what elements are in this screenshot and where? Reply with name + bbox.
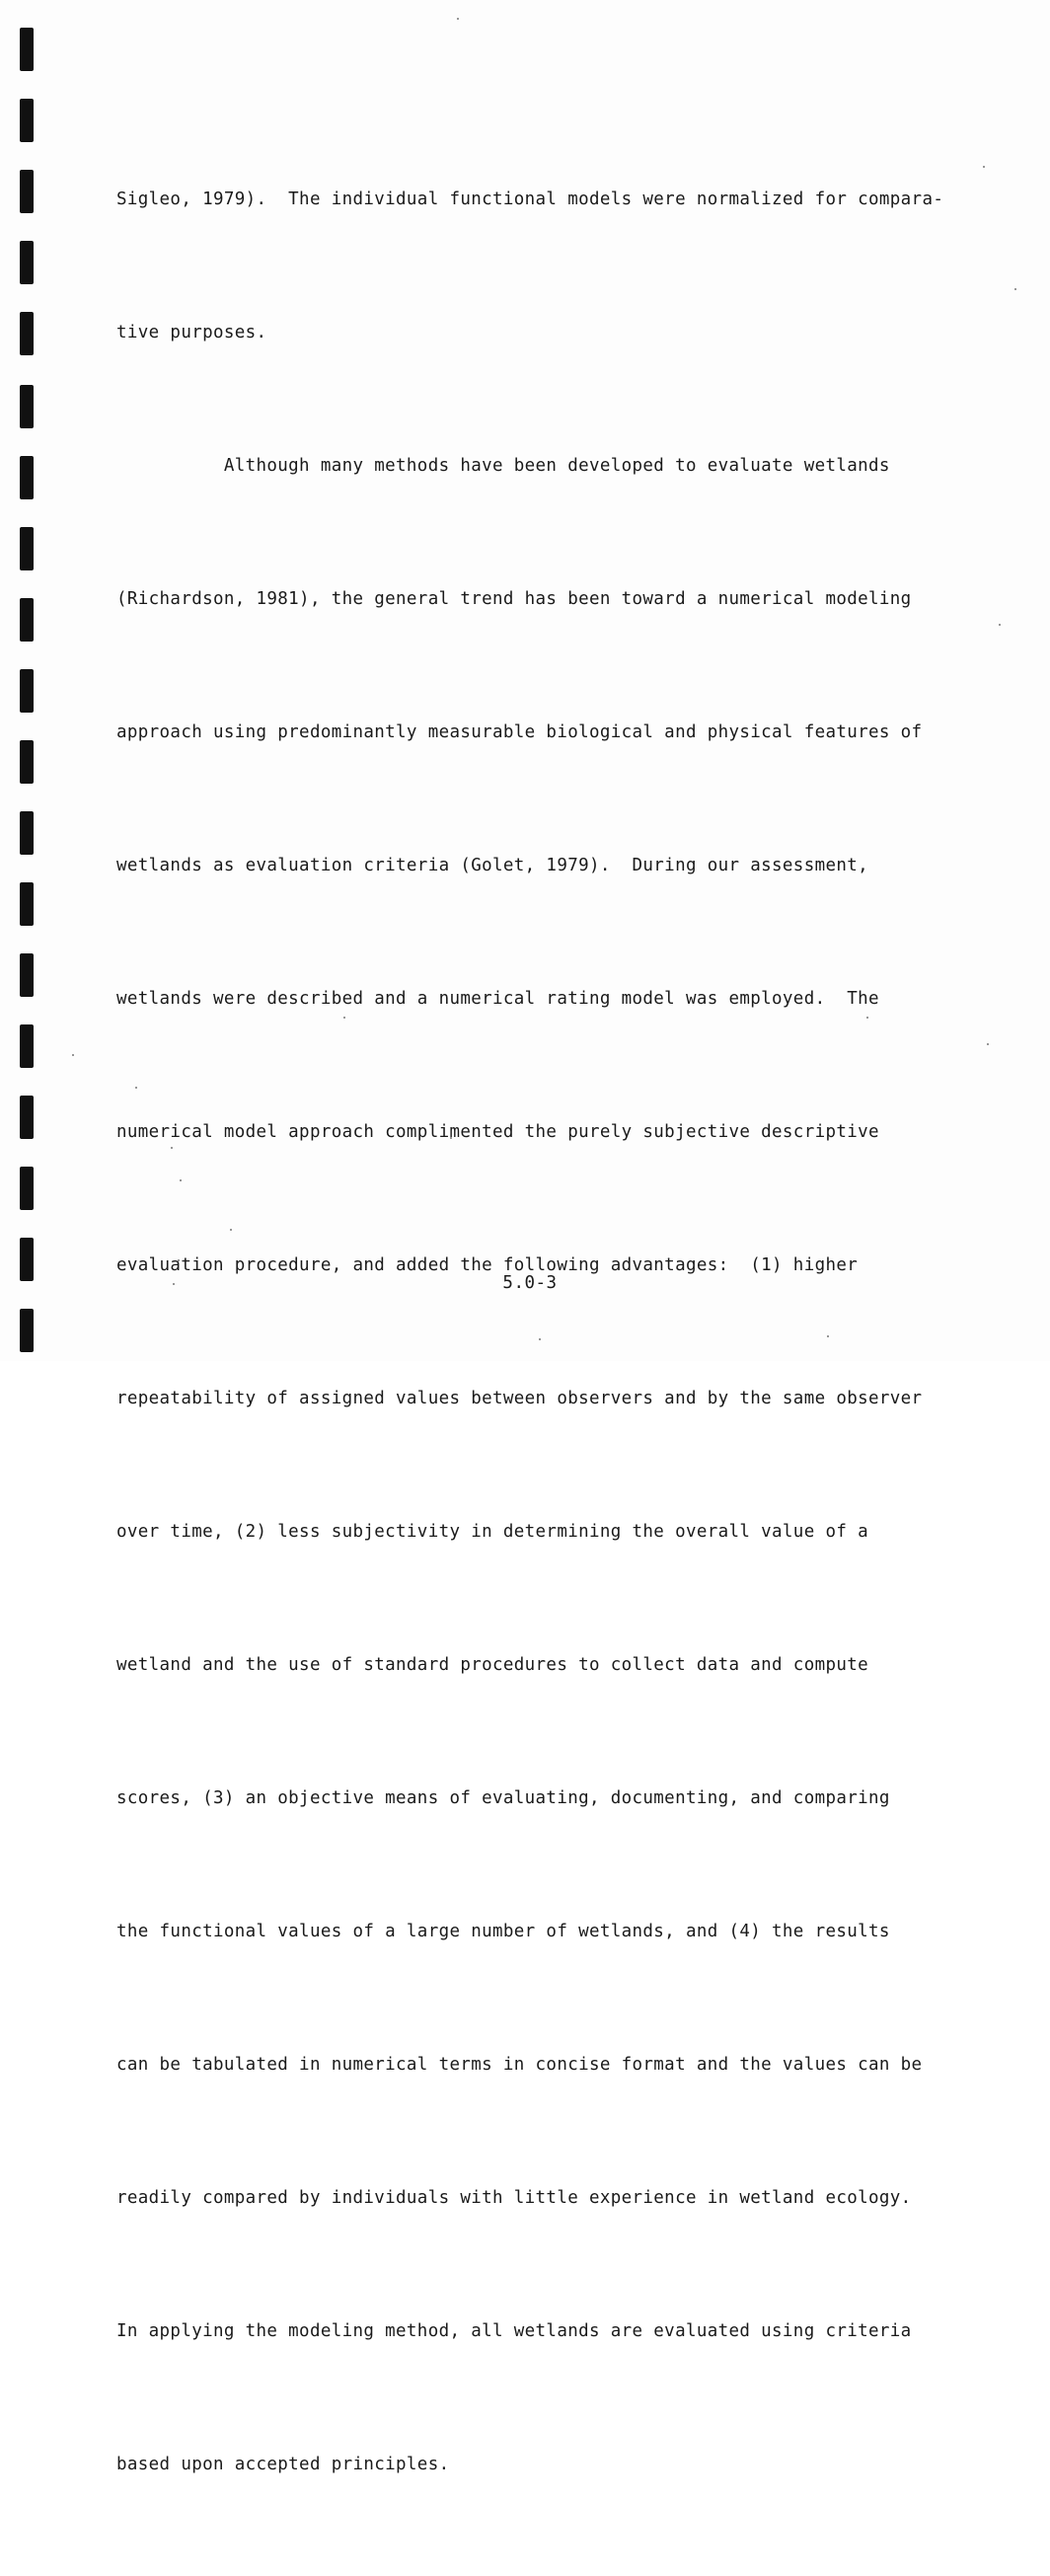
scan-speck <box>457 18 459 20</box>
text-line: Sigleo, 1979). The individual functional models were normalized for compara- <box>116 189 944 209</box>
text-line: evaluation procedure, and added the following advantages: (1) higher <box>116 1255 859 1275</box>
text-line: can be tabulated in numerical terms in concise format and the values can be <box>116 2055 923 2075</box>
scan-speck <box>987 1043 989 1045</box>
body-paragraphs <box>116 89 975 2576</box>
binder-punch-mark <box>20 241 34 284</box>
binder-punch-mark <box>20 598 34 642</box>
binder-punch-mark <box>20 28 34 71</box>
binder-punch-mark <box>20 811 34 855</box>
text-line: the functional values of a large number of wetlands, and (4) the results <box>116 1922 890 1941</box>
binder-punch-mark <box>20 527 34 570</box>
binder-punch-mark <box>20 170 34 213</box>
text-line: Although many methods have been developed to evaluate wetlands <box>116 456 890 476</box>
binder-punch-mark <box>20 456 34 499</box>
text-line: In applying the modeling method, all wetlands are evaluated using criteria <box>116 2321 912 2341</box>
text-line: wetland and the use of standard procedures to collect data and compute <box>116 1655 869 1675</box>
text-line: scores, (3) an objective means of evaluating, documenting, and comparing <box>116 1788 890 1808</box>
binder-punch-mark <box>20 1167 34 1210</box>
binder-punch-mark <box>20 1309 34 1352</box>
text-line: wetlands were described and a numerical rating model was employed. The <box>116 989 879 1009</box>
binder-punch-mark <box>20 312 34 355</box>
text-line: readily compared by individuals with little experience in wetland ecology. <box>116 2188 912 2208</box>
text-line: approach using predominantly measurable biological and physical features of <box>116 722 923 742</box>
text-line: (Richardson, 1981), the general trend has been toward a numerical modeling <box>116 589 912 609</box>
text-line: repeatability of assigned values between observers and by the same observer <box>116 1389 923 1408</box>
scan-speck <box>999 624 1001 626</box>
binder-punch-mark <box>20 1024 34 1068</box>
binder-punch-mark <box>20 882 34 926</box>
binder-punch-mark <box>20 669 34 713</box>
page-number: 5.0-3 <box>502 1273 558 1293</box>
binder-punch-mark <box>20 99 34 142</box>
scan-speck <box>1014 288 1016 290</box>
text-line: numerical model approach complimented the purely subjective descriptive <box>116 1122 879 1142</box>
scan-speck <box>983 166 985 168</box>
text-line: over time, (2) less subjectivity in determining the overall value of a <box>116 1522 869 1542</box>
binder-punch-mark <box>20 385 34 428</box>
scan-speck <box>72 1054 74 1056</box>
binder-punch-mark <box>20 953 34 997</box>
text-line: based upon accepted principles. <box>116 2455 450 2474</box>
binder-punch-mark <box>20 1096 34 1139</box>
text-line: wetlands as evaluation criteria (Golet, 1979). During our assessment, <box>116 856 869 875</box>
text-line: tive purposes. <box>116 323 267 342</box>
binder-punch-mark <box>20 740 34 784</box>
